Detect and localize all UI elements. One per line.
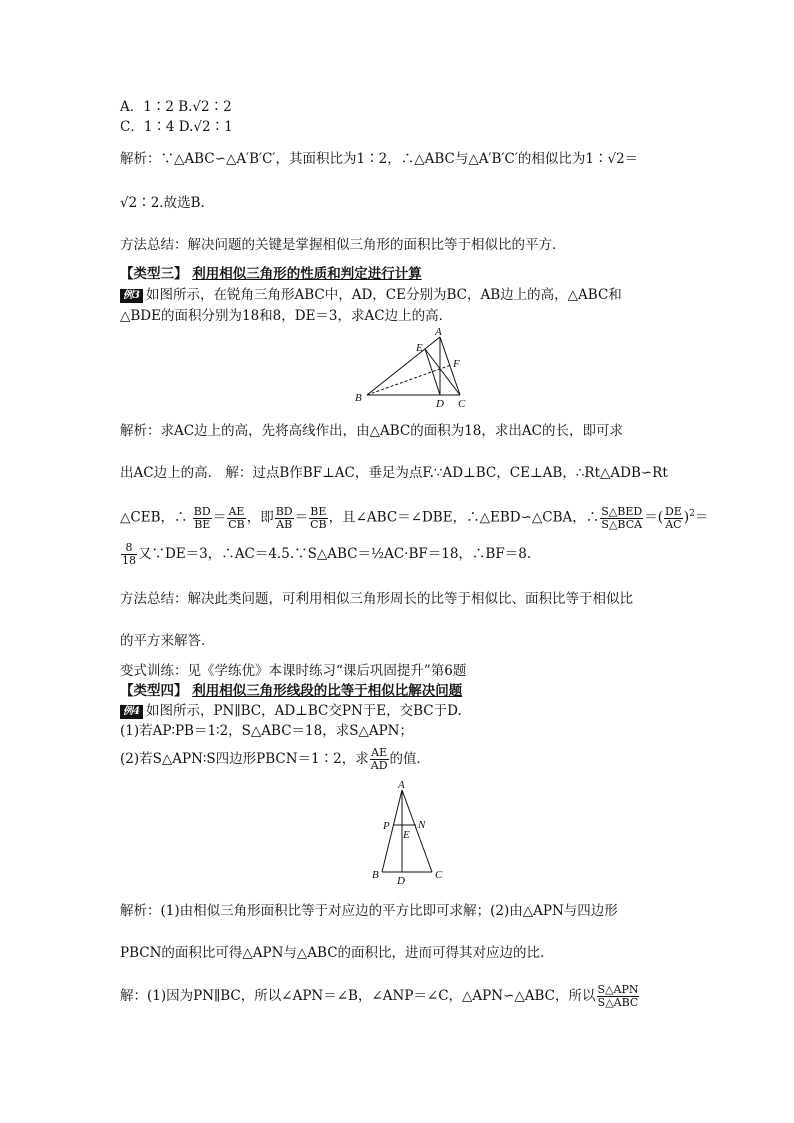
label-d: D [436,398,444,410]
example-4-line-3a: (2)若S△APN∶S四边形PBCN＝1∶2，求 [120,751,369,767]
segment-de [425,349,440,395]
example-4-line-1 [120,702,462,720]
label-d: D [397,875,405,887]
example-4-line-3b: 的值． [389,751,431,767]
summary-1: 方法总结：解决问题的关键是掌握相似三角形的面积比等于相似比的平方． [120,237,566,253]
analysis-2-line-1: 解析：求AC边上的高，先将高线作出，由△ABC的面积为18，求出AC的长，即可求 [120,423,623,439]
summary-2-line-2: 的平方来解答． [120,633,215,649]
label-n: N [418,819,426,831]
example-3-line-2: △BDE的面积分别为18和8，DE＝3，求AC边上的高． [120,308,453,324]
analysis-3-line-1: 解析：(1)由相似三角形面积比等于对应边的平方比即可求解；(2)由△APN与四边形 [120,903,618,919]
example-3-tag: 例3 [120,289,143,303]
type3-heading-text: 利用相似三角形的性质和判定进行计算 [192,266,422,282]
analysis-2-line-4 [120,538,531,570]
type4-heading-bracket: 【类型四】 [120,683,188,699]
triangle-figure-2 [365,780,455,888]
label-c: C [435,869,443,881]
example-4-line-3 [120,744,430,774]
analysis-2-line-3: △CEB，∴ $\frac{BD}{BE}$ ＝ $\frac{AE}{CB}$ ，即 $\frac{BD}{AB}$ ＝ $\frac{BE}{CB}$ ，且∠ABC＝∠DBE，∴△EBD∽△CBA，∴ $\frac{\text{S△BED}}{\text{S△BCA}}$ ＝( $\frac{DE}{AC}$ )$^2$＝ [120,504,709,531]
solution-line-1 [120,980,640,1012]
type3-heading [120,265,422,283]
label-a: A [398,780,405,791]
fraction-ae-cb: $\frac{AE}{CB}$ [228,504,245,531]
label-p: P [383,820,390,832]
fraction-bd-be: $\frac{BD}{BE}$ [193,504,211,531]
analysis-2-line-3a: △CEB，∴ [120,509,188,526]
label-f: F [453,358,460,370]
triangle-figure-1 [345,325,475,410]
example-3-text-1: 如图所示，在锐角三角形ABC中，AD，CE分别为BC，AB边上的高，△ABC和 [145,287,622,303]
label-a: A [435,326,442,338]
label-e: E [416,342,423,354]
type3-heading-bracket: 【类型三】 [120,266,188,282]
option-row-ab: A．1∶2 B.√2∶2 [120,99,232,115]
label-b: B [355,392,362,404]
analysis-1-line-2: √2∶2.故选B. [120,195,205,211]
practice-reference: 变式训练：见《学练优》本课时练习“课后巩固提升”第6题 [120,663,467,679]
example-3-line-1 [120,286,622,304]
label-b: B [372,869,379,881]
analysis-2-line-2: 出AC边上的高． 解：过点B作BF⊥AC，垂足为点F.∵AD⊥BC，CE⊥AB，∴Rt△ADB∽Rt [120,465,668,481]
label-c: C [458,398,466,410]
summary-2-line-1: 方法总结：解决此类问题，可利用相似三角形周长的比等于相似比、面积比等于相似比 [120,591,633,607]
fraction-ae-ad: $\frac{AE}{AD}$ [370,746,388,772]
analysis-3-line-2: PBCN的面积比可得△APN与△ABC的面积比，进而可得其对应边的比． [120,945,554,961]
fraction-be-cb: $\frac{BE}{CB}$ [310,504,327,531]
type4-heading-text: 利用相似三角形线段的比等于相似比解决问题 [192,683,463,699]
analysis-1-line-1: 解析：∵△ABC∽△A′B′C′，其面积比为1∶2，∴△ABC与△A′B′C′的相似比为1∶√2＝ [120,151,639,167]
analysis-2-line-3b: ，且∠ABC＝∠DBE，∴△EBD∽△CBA，∴ [328,509,600,526]
option-row-cd: C．1∶4 D.√2∶1 [120,119,233,135]
type4-heading [120,682,462,700]
fraction-bd-ab: $\frac{BD}{AB}$ [275,504,293,531]
fraction-area-ratio: $\frac{\text{S△BED}}{\text{S△BCA}}$ [601,504,643,531]
label-e: E [403,829,410,841]
fraction-8-18: $\frac{8}{18}$ [122,541,136,567]
example-4-tag: 例4 [120,705,143,719]
example-4-line-2: (1)若AP∶PB＝1∶2，S△ABC＝18，求S△APN； [120,723,413,739]
solution-line-1-text: 解：(1)因为PN∥BC，所以∠APN＝∠B，∠ANP＝∠C，△APN∽△ABC，所以 [120,988,596,1004]
side-ab [367,337,440,395]
analysis-2-line-4-text: 又∵DE＝3，∴AC＝4.5.∵S△ABC＝½AC·BF＝18，∴BF＝8. [138,546,532,562]
fraction-de-ac: $\frac{DE}{AC}$ [664,504,682,531]
example-4-text-1: 如图所示，PN∥BC，AD⊥BC交PN于E，交BC于D. [145,703,462,719]
fraction-area-apn-abc: $\frac{\text{S△APN}}{\text{S△ABC}}$ [597,983,639,1009]
